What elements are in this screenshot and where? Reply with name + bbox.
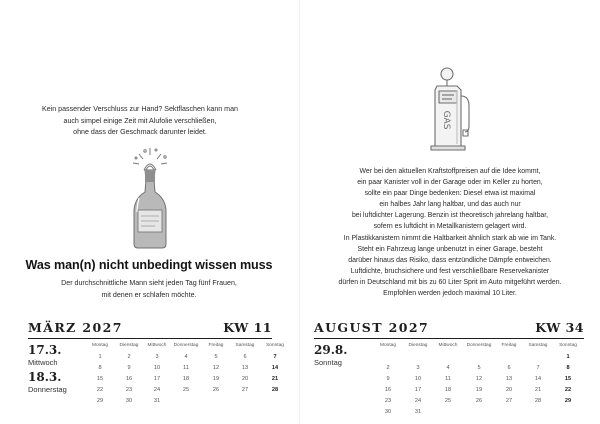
calendar-day: 23 xyxy=(384,398,392,404)
calendar-day: 28 xyxy=(271,387,279,393)
calendar-header xyxy=(28,316,272,339)
weekday-header: Mittwoch xyxy=(438,343,458,348)
calendar-day: 4 xyxy=(184,354,188,360)
gas-pump-icon xyxy=(425,66,475,152)
mini-month-grid xyxy=(300,343,600,420)
weekday-header: Samstag xyxy=(528,343,548,348)
calendar-day: 21 xyxy=(534,387,542,393)
week-row xyxy=(300,398,600,409)
calendar-day: 30 xyxy=(125,398,133,404)
calendar-day: 2 xyxy=(127,354,131,360)
article-line: Luftdichte, bruchsichere und fest verschließbare Reservekanister xyxy=(350,267,550,275)
week-row xyxy=(300,365,600,376)
week-number: KW 34 xyxy=(535,320,584,335)
week-row xyxy=(300,354,600,365)
calendar-day: 8 xyxy=(98,365,102,371)
calendar-day: 25 xyxy=(182,387,190,393)
calendar-day: 7 xyxy=(536,365,540,371)
calendar-day: 22 xyxy=(96,387,104,393)
article-line: In Plastikkanistern nimmt die Haltbarkeit ähnlich stark ab wie im Tank. xyxy=(343,234,557,242)
week-row xyxy=(300,376,600,387)
calendar-day: 4 xyxy=(446,365,450,371)
weekday-header: Donnerstag xyxy=(466,343,492,348)
calendar-day: 10 xyxy=(153,365,161,371)
month-title: MÄRZ 2027 xyxy=(28,320,123,335)
calendar-day: 6 xyxy=(507,365,511,371)
calendar-day: 20 xyxy=(505,387,513,393)
calendar-day: 28 xyxy=(534,398,542,404)
article-line: bei luftdichter Lagerung. Benzin ist theoretisch jahrelang haltbar, xyxy=(351,212,549,220)
calendar-day: 17 xyxy=(414,387,422,393)
calendar-day: 19 xyxy=(475,387,483,393)
calendar-day: 18 xyxy=(444,387,452,393)
calendar-day: 2 xyxy=(386,365,390,371)
calendar-day: 9 xyxy=(386,376,390,382)
day-weekday: Donnerstag xyxy=(28,385,67,394)
week-row xyxy=(0,365,300,376)
right-page xyxy=(300,0,600,424)
subtext-line: Der durchschnittliche Mann sieht jeden Tag fünf Frauen, xyxy=(61,279,237,287)
day-weekday: Sonntag xyxy=(314,358,342,367)
weekday-header: Sonntag xyxy=(266,343,284,348)
article-line: Steht ein Fahrzeug lange unbenutzt in einer Garage, besteht xyxy=(357,245,543,253)
headline-subtext xyxy=(18,278,280,301)
week-row xyxy=(0,387,300,398)
calendar-day: 30 xyxy=(384,409,392,415)
calendar-day: 14 xyxy=(271,365,279,371)
weekday-header-row xyxy=(0,343,300,354)
calendar-day: 24 xyxy=(414,398,422,404)
calendar-day: 27 xyxy=(505,398,513,404)
calendar-day: 26 xyxy=(212,387,220,393)
calendar-day: 31 xyxy=(414,409,422,415)
calendar-day: 24 xyxy=(153,387,161,393)
weekday-header: Donnerstag xyxy=(173,343,199,348)
article-line: dürfen in Deutschland mit bis zu 60 Liter Sprit im Auto mitgeführt werden. xyxy=(338,278,562,286)
weekday-header: Dienstag xyxy=(119,343,139,348)
week-row xyxy=(0,354,300,365)
calendar-day: 11 xyxy=(183,365,189,371)
calendar-day: 16 xyxy=(125,376,133,382)
calendar-day: 6 xyxy=(243,354,247,360)
calendar-day: 29 xyxy=(564,398,572,404)
article-line: darüber hinaus das Risiko, dass entzündliche Dämpfe entweichen. xyxy=(348,256,552,264)
champagne-bottle-icon xyxy=(125,146,175,250)
gas-label: GAS xyxy=(441,110,451,130)
week-number: KW 11 xyxy=(223,320,272,335)
calendar-day: 31 xyxy=(153,398,161,404)
calendar-header xyxy=(314,316,584,339)
calendar-day: 11 xyxy=(445,376,451,382)
calendar-day: 27 xyxy=(241,387,249,393)
headline: Was man(n) nicht unbedingt wissen muss xyxy=(25,258,273,272)
calendar-day: 12 xyxy=(212,365,220,371)
calendar-day: 22 xyxy=(564,387,572,393)
calendar-day: 1 xyxy=(98,354,102,360)
article-line: ein paar Kanister voll in der Garage oder im Keller zu horten, xyxy=(357,179,543,187)
weekday-header-row xyxy=(300,343,600,354)
weekday-header: Sonntag xyxy=(559,343,577,348)
week-row xyxy=(0,376,300,387)
calendar-day: 13 xyxy=(505,376,513,382)
article-line: ein halbes Jahr lang haltbar, und das auch nur xyxy=(379,201,521,209)
day-date: 29.8. xyxy=(314,343,348,357)
calendar-day: 17 xyxy=(153,376,161,382)
article-text xyxy=(316,166,584,299)
weekday-header: Montag xyxy=(380,343,396,348)
calendar-day: 5 xyxy=(214,354,218,360)
calendar-day: 3 xyxy=(416,365,420,371)
weekday-header: Samstag xyxy=(235,343,255,348)
calendar-day: 8 xyxy=(566,365,570,371)
calendar-day: 13 xyxy=(241,365,249,371)
tip-line: ohne dass der Geschmack darunter leidet. xyxy=(73,128,207,137)
calendar-day: 1 xyxy=(566,354,570,360)
subtext-line: mit denen er schlafen möchte. xyxy=(101,290,197,299)
day-weekday: Mittwoch xyxy=(28,358,58,367)
calendar-day: 9 xyxy=(127,365,131,371)
mini-month-grid xyxy=(0,343,300,409)
weekday-header: Mittwoch xyxy=(147,343,167,348)
calendar-day: 3 xyxy=(155,354,159,360)
calendar-day: 25 xyxy=(444,398,452,404)
week-row xyxy=(300,387,600,398)
calendar-day: 19 xyxy=(212,376,220,382)
calendar-day: 16 xyxy=(384,387,392,393)
article-line: Wer bei den aktuellen Kraftstoffpreisen auf die Idee kommt, xyxy=(359,168,541,175)
calendar-day: 23 xyxy=(125,387,133,393)
weekday-header: Montag xyxy=(92,343,108,348)
calendar-day: 29 xyxy=(96,398,104,404)
weekday-header: Freitag xyxy=(208,343,224,348)
week-row xyxy=(300,409,600,420)
calendar-day: 7 xyxy=(273,354,277,360)
article-line: sofern es luftdicht in Metallkanistern gelagert wird. xyxy=(373,223,527,231)
day-date: 17.3. xyxy=(28,343,62,357)
calendar-day: 18 xyxy=(182,376,190,382)
calendar-day: 15 xyxy=(96,376,104,382)
weekday-header: Freitag xyxy=(501,343,517,348)
tip-line: auch simpel einige Zeit mit Alufolie verschließen, xyxy=(63,116,217,125)
calendar-day: 5 xyxy=(477,365,481,371)
article-line: Empfohlen werden jedoch maximal 10 Liter. xyxy=(383,290,517,298)
calendar-day: 10 xyxy=(414,376,422,382)
month-title: AUGUST 2027 xyxy=(314,320,430,335)
weekday-header: Dienstag xyxy=(408,343,428,348)
tip-text xyxy=(20,104,260,139)
article-line: sollte ein paar Dinge bedenken: Diesel etwa ist maximal xyxy=(364,190,536,198)
day-date: 18.3. xyxy=(28,370,62,384)
calendar-day: 21 xyxy=(271,376,279,382)
calendar-day: 26 xyxy=(475,398,483,404)
calendar-day: 20 xyxy=(241,376,249,382)
week-row xyxy=(0,398,300,409)
calendar-day: 15 xyxy=(564,376,572,382)
tip-line: Kein passender Verschluss zur Hand? Sektflaschen kann man xyxy=(42,105,238,113)
calendar-day: 12 xyxy=(475,376,483,382)
calendar-day: 14 xyxy=(534,376,542,382)
